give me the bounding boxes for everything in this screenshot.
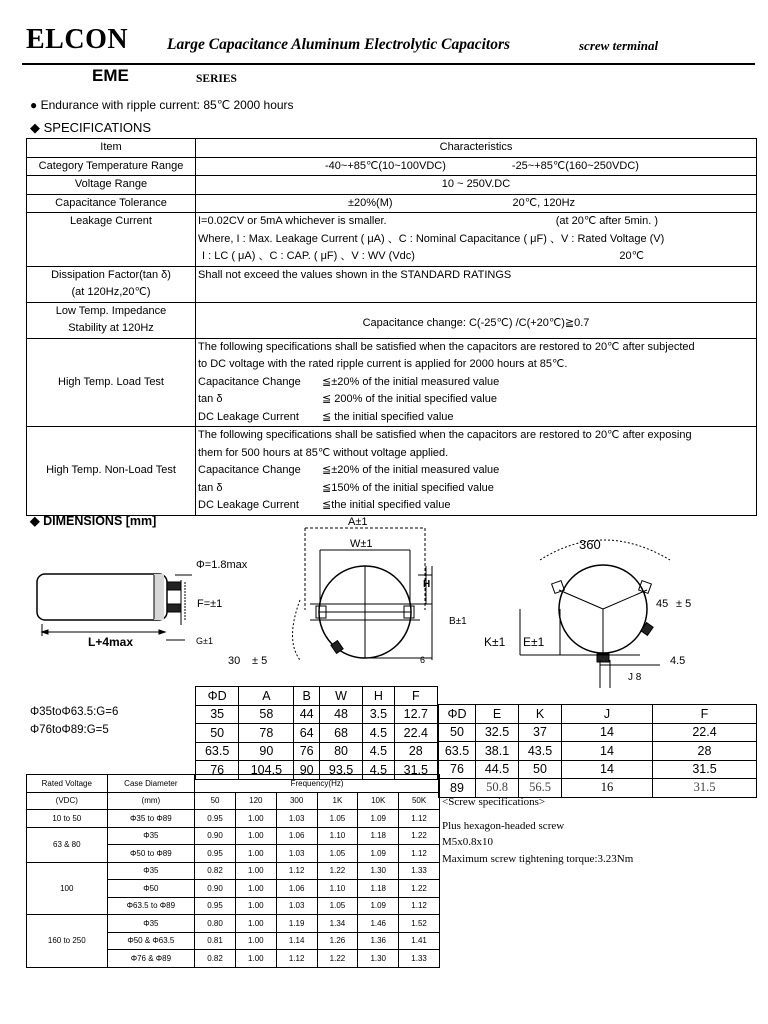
- endurance-note: [30, 98, 294, 112]
- freq-case-cell: Φ35 to Φ89: [107, 810, 195, 828]
- front-view-drawing: [520, 540, 670, 688]
- document-subtitle: screw terminal: [579, 38, 659, 53]
- screw-spec-line-3: Maximum screw tightening torque:3.23Nm: [442, 853, 634, 865]
- freq-head-hz: 10K: [358, 792, 399, 810]
- df-item-line-2: (at 120Hz,20℃): [71, 286, 151, 298]
- six-label: 6: [420, 655, 426, 665]
- dim-left-head-f: F: [394, 687, 437, 706]
- freq-value-cell: 1.09: [358, 810, 399, 828]
- spec-value-tolerance: [196, 194, 757, 213]
- k-tol-label: K±1: [484, 635, 506, 649]
- spec-value-leakage: [196, 213, 757, 267]
- freq-value-cell: 0.80: [195, 915, 236, 933]
- nonload-cap-key: Capacitance Change: [198, 464, 301, 476]
- freq-header-row-1: [27, 775, 440, 793]
- freq-value-cell: 1.30: [358, 862, 399, 880]
- nonload-tan-row: [198, 480, 756, 498]
- leakage-line-2: Where, I : Max. Leakage Current ( μA) 、C : Nominal Capacitance ( μF) 、V : Rated Voltage (V): [198, 232, 665, 245]
- dim-left-cell: 104.5: [239, 761, 294, 780]
- nonload-tan-value: ≦150% of the initial specified value: [322, 481, 494, 494]
- dim-left-cell: 58: [239, 705, 294, 724]
- load-tan-row: [198, 391, 756, 409]
- freq-voltage-cell: 10 to 50: [27, 810, 108, 828]
- dim-right-head-j: J: [562, 705, 653, 724]
- dim-left-head-b: B: [294, 687, 319, 706]
- load-line-1: The following specifications shall be satisfied when the capacitors are restored to 20℃ after subjected: [198, 340, 695, 353]
- freq-value-cell: 1.05: [317, 810, 358, 828]
- freq-head-mm: (mm): [107, 792, 195, 810]
- freq-value-cell: 1.00: [235, 827, 276, 845]
- dim-left-cell: 50: [196, 724, 239, 743]
- dim-left-row: [196, 705, 438, 724]
- load-cap-key: Capacitance Change: [198, 375, 301, 388]
- dim-right-cell: 38.1: [476, 742, 519, 761]
- freq-value-cell: 1.00: [235, 897, 276, 915]
- leakage-line-1: I=0.02CV or 5mA whichever is smaller.: [198, 215, 387, 227]
- freq-value-cell: 1.36: [358, 932, 399, 950]
- freq-value-cell: 1.19: [276, 915, 317, 933]
- e-tol-label: E±1: [523, 635, 545, 649]
- freq-case-cell: Φ35: [107, 915, 195, 933]
- four5-label: 4.5: [670, 655, 686, 667]
- nonload-cap-row: [198, 462, 756, 480]
- dim-left-cell: 12.7: [394, 705, 437, 724]
- w-tol-label: W±1: [350, 538, 373, 550]
- dim-left-cell: 3.5: [363, 705, 394, 724]
- freq-value-cell: 1.00: [235, 950, 276, 968]
- freq-case-cell: Φ50 to Φ89: [107, 845, 195, 863]
- b-tol-label: B±1: [449, 616, 467, 627]
- dim-right-header-row: [439, 705, 757, 724]
- dim-right-cell: 14: [562, 760, 653, 779]
- nonload-tan-key: tan δ: [198, 481, 223, 494]
- brand-logo: ELCON: [26, 24, 129, 55]
- spec-row-leakage: [27, 213, 757, 267]
- freq-value-cell: 1.22: [399, 880, 440, 898]
- freq-head-frequency: Frequency(Hz): [195, 775, 440, 793]
- freq-value-cell: 1.46: [358, 915, 399, 933]
- freq-value-cell: 1.26: [317, 932, 358, 950]
- dim-left-row: [196, 742, 438, 761]
- screw-spec-line-1: Plus hexagon-headed screw: [442, 820, 565, 832]
- dim-left-cell: 28: [394, 742, 437, 761]
- spec-item-temperature: Category Temperature Range: [27, 157, 196, 176]
- nonload-dc-key: DC Leakage Current: [198, 499, 299, 511]
- freq-value-cell: 1.06: [276, 880, 317, 898]
- dim-left-cell: 44: [294, 705, 319, 724]
- freq-value-cell: 1.12: [276, 862, 317, 880]
- diamond-bullet-icon: ◆: [30, 120, 40, 135]
- dim-right-row: [439, 723, 757, 742]
- lt-item-line-2: Stability at 120Hz: [68, 322, 154, 334]
- dim-left-cell: 80: [319, 742, 362, 761]
- df-item-line-1: Dissipation Factor(tan δ): [51, 268, 171, 281]
- leakage-line-3: I : LC ( μA) 、C : CAP. ( μF) 、V : WV (Vdc): [202, 250, 415, 262]
- freq-value-cell: 0.82: [195, 862, 236, 880]
- freq-voltage-cell: 100: [27, 862, 108, 915]
- freq-case-cell: Φ50: [107, 880, 195, 898]
- spec-head-characteristics: Characteristics: [196, 139, 757, 158]
- freq-value-cell: 1.12: [399, 897, 440, 915]
- series-label: SERIES: [196, 73, 237, 85]
- spec-head-item: Item: [27, 139, 196, 158]
- side-view-drawing: [37, 574, 192, 640]
- freq-value-cell: 0.90: [195, 880, 236, 898]
- nonload-dc-value: ≦the initial specified value: [322, 499, 451, 511]
- freq-value-cell: 0.95: [195, 845, 236, 863]
- dim-left-head-h: H: [363, 687, 394, 706]
- dim-left-cell: 76: [196, 761, 239, 780]
- dim-right-cell: 31.5: [653, 760, 757, 779]
- freq-value-cell: 1.22: [317, 950, 358, 968]
- a-tol-label: A±1: [348, 516, 368, 528]
- freq-case-cell: Φ63.5 to Φ89: [107, 897, 195, 915]
- spec-item-load: High Temp. Load Test: [27, 338, 196, 427]
- deg360-label: 360: [579, 537, 601, 552]
- g-note-2: Φ76toΦ89:G=5: [30, 724, 109, 736]
- leakage-line-3b: 20℃: [619, 250, 644, 262]
- dim-right-head-d: ΦD: [439, 705, 476, 724]
- dim-right-cell: 63.5: [439, 742, 476, 761]
- screw-spec-title: <Screw specifications>: [442, 796, 546, 808]
- temp-range-a: -40~+85℃(10~100VDC): [325, 159, 446, 172]
- freq-head-hz: 1K: [317, 792, 358, 810]
- dim-right-cell: 89: [439, 779, 476, 798]
- dim-right-head-k: K: [519, 705, 562, 724]
- freq-head-hz: 300: [276, 792, 317, 810]
- specifications-table: [26, 138, 757, 516]
- load-tan-key: tan δ: [198, 393, 223, 405]
- dim-right-cell: 50.8: [476, 779, 519, 798]
- dim-right-row: [439, 779, 757, 798]
- deg30-pm-label: ± 5: [252, 655, 268, 667]
- dim-left-cell: 4.5: [363, 742, 394, 761]
- freq-case-cell: Φ76 & Φ89: [107, 950, 195, 968]
- freq-case-cell: Φ50 & Φ63.5: [107, 932, 195, 950]
- spec-value-dissipation: Shall not exceed the values shown in the STANDARD RATINGS: [196, 266, 757, 302]
- freq-value-cell: 1.06: [276, 827, 317, 845]
- g-tol-label: G±1: [196, 636, 213, 646]
- freq-row: [27, 915, 440, 933]
- endurance-text: Endurance with ripple current: 85℃ 2000 hours: [40, 98, 294, 112]
- leakage-line-1b: (at 20℃ after 5min. ): [555, 215, 658, 227]
- deg30-label: 30: [228, 655, 241, 667]
- dim-right-cell: 32.5: [476, 723, 519, 742]
- freq-value-cell: 0.95: [195, 810, 236, 828]
- load-cap-row: [198, 374, 756, 392]
- dim-right-cell: 28: [653, 742, 757, 761]
- freq-header-row-2: [27, 792, 440, 810]
- freq-value-cell: 1.18: [358, 880, 399, 898]
- freq-value-cell: 1.03: [276, 810, 317, 828]
- spec-item-tolerance: Capacitance Tolerance: [27, 194, 196, 213]
- document-title: Large Capacitance Aluminum Electrolytic Capacitors: [167, 36, 511, 53]
- freq-value-cell: 0.95: [195, 897, 236, 915]
- h-label: H: [423, 579, 431, 590]
- freq-value-cell: 1.18: [358, 827, 399, 845]
- spec-value-lowtemp: Capacitance change: C(-25℃) /C(+20℃)≧0.7: [196, 302, 757, 338]
- freq-value-cell: 1.03: [276, 897, 317, 915]
- freq-value-cell: 1.05: [317, 845, 358, 863]
- freq-head-hz: 120: [235, 792, 276, 810]
- freq-value-cell: 1.09: [358, 845, 399, 863]
- freq-row: [27, 862, 440, 880]
- dim-left-cell: 4.5: [363, 761, 394, 780]
- dim-left-cell: 4.5: [363, 724, 394, 743]
- dim-left-cell: 31.5: [394, 761, 437, 780]
- load-dc-value: ≦ the initial specified value: [322, 410, 454, 423]
- freq-value-cell: 1.22: [399, 827, 440, 845]
- spec-value-temperature: [196, 157, 757, 176]
- dimension-drawings: [0, 508, 768, 688]
- spec-heading: [30, 120, 151, 136]
- dim-left-head-w: W: [319, 687, 362, 706]
- spec-row-temperature: [27, 157, 757, 176]
- dim-left-head-d: ΦD: [196, 687, 239, 706]
- spec-row-nonload: [27, 427, 757, 516]
- freq-value-cell: 1.00: [235, 915, 276, 933]
- spec-header-row: [27, 139, 757, 158]
- nonload-line-1: The following specifications shall be satisfied when the capacitors are restored to 20℃ after exposing: [198, 429, 692, 441]
- freq-voltage-cell: 63 & 80: [27, 827, 108, 862]
- dim-right-cell: 22.4: [653, 723, 757, 742]
- freq-head-hz: 50: [195, 792, 236, 810]
- dim-left-cell: 48: [319, 705, 362, 724]
- dim-right-cell: 31.5: [653, 779, 757, 798]
- freq-case-cell: Φ35: [107, 827, 195, 845]
- freq-value-cell: 1.22: [317, 862, 358, 880]
- load-dc-row: [198, 409, 756, 427]
- dim-right-cell: 44.5: [476, 760, 519, 779]
- freq-value-cell: 1.12: [399, 810, 440, 828]
- g-note-1: Φ35toΦ63.5:G=6: [30, 706, 119, 718]
- freq-value-cell: 1.10: [317, 827, 358, 845]
- freq-voltage-cell: 160 to 250: [27, 915, 108, 968]
- spec-row-dissipation: [27, 266, 757, 302]
- freq-value-cell: 1.41: [399, 932, 440, 950]
- dim-right-cell: 14: [562, 723, 653, 742]
- freq-value-cell: 1.03: [276, 845, 317, 863]
- dim-left-row: [196, 724, 438, 743]
- spec-value-voltage: 10 ~ 250V.DC: [196, 176, 757, 195]
- lt-item-line-1: Low Temp. Impedance: [55, 304, 167, 317]
- spec-row-tolerance: [27, 194, 757, 213]
- spec-item-leakage: Leakage Current: [27, 213, 196, 267]
- spec-row-voltage: [27, 176, 757, 195]
- dimension-table-left: [195, 686, 438, 780]
- dimension-table-right: [438, 704, 757, 798]
- freq-case-cell: Φ35: [107, 862, 195, 880]
- bullet-icon: ●: [30, 98, 38, 112]
- freq-value-cell: 1.05: [317, 897, 358, 915]
- freq-value-cell: 1.12: [399, 845, 440, 863]
- f-tol-label: F=±1: [197, 598, 223, 610]
- freq-value-cell: 1.14: [276, 932, 317, 950]
- freq-value-cell: 1.00: [235, 810, 276, 828]
- dim-right-cell: 43.5: [519, 742, 562, 761]
- dim-right-head-e: E: [476, 705, 519, 724]
- spec-value-load: [196, 338, 757, 427]
- freq-value-cell: 1.00: [235, 845, 276, 863]
- dim-left-cell: 64: [294, 724, 319, 743]
- dim-left-cell: 90: [239, 742, 294, 761]
- temp-range-b: -25~+85℃(160~250VDC): [511, 159, 639, 172]
- dim-left-head-a: A: [239, 687, 294, 706]
- spec-item-voltage: Voltage Range: [27, 176, 196, 195]
- freq-value-cell: 1.10: [317, 880, 358, 898]
- freq-head-case: Case Diameter: [107, 775, 195, 793]
- dim-left-cell: 35: [196, 705, 239, 724]
- freq-value-cell: 1.33: [399, 950, 440, 968]
- spec-item-nonload: High Temp. Non-Load Test: [27, 427, 196, 516]
- tolerance-condition: 20℃, 120Hz: [512, 196, 576, 209]
- dim-left-cell: 22.4: [394, 724, 437, 743]
- dim-left-cell: 93.5: [319, 761, 362, 780]
- dim-right-head-f: F: [653, 705, 757, 724]
- phi-max-label: Φ=1.8max: [196, 559, 248, 571]
- dim-right-row: [439, 760, 757, 779]
- dimensions-heading-text: DIMENSIONS [mm]: [43, 514, 157, 528]
- dim-left-cell: 76: [294, 742, 319, 761]
- load-tan-value: ≦ 200% of the initial specified value: [322, 393, 497, 405]
- freq-value-cell: 0.82: [195, 950, 236, 968]
- nonload-line-2: them for 500 hours at 85℃ without voltage applied.: [198, 446, 449, 459]
- load-dc-key: DC Leakage Current: [198, 410, 299, 423]
- dim-left-cell: 63.5: [196, 742, 239, 761]
- spec-row-load: [27, 338, 757, 427]
- nonload-cap-value: ≦±20% of the initial measured value: [322, 464, 500, 476]
- freq-value-cell: 1.33: [399, 862, 440, 880]
- screw-spec-line-2: M5x0.8x10: [442, 836, 494, 848]
- load-cap-value: ≦±20% of the initial measured value: [322, 375, 500, 388]
- freq-row: [27, 827, 440, 845]
- dim-left-cell: 90: [294, 761, 319, 780]
- l-max-label: L+4max: [88, 635, 134, 649]
- freq-head-hz: 50K: [399, 792, 440, 810]
- freq-value-cell: 0.90: [195, 827, 236, 845]
- deg45-label: 45: [656, 598, 669, 610]
- dim-left-cell: 68: [319, 724, 362, 743]
- dim-right-row: [439, 742, 757, 761]
- dim-right-cell: 76: [439, 760, 476, 779]
- freq-value-cell: 1.12: [276, 950, 317, 968]
- diamond-bullet-icon: ◆: [30, 514, 40, 528]
- freq-head-rated: Rated Voltage: [27, 775, 108, 793]
- freq-head-vdc: (VDC): [27, 792, 108, 810]
- series-name: EME: [92, 66, 129, 85]
- frequency-coefficient-table: [26, 774, 440, 968]
- freq-value-cell: 1.34: [317, 915, 358, 933]
- dim-right-cell: 16: [562, 779, 653, 798]
- dim-right-cell: 37: [519, 723, 562, 742]
- dim-left-cell: 78: [239, 724, 294, 743]
- freq-value-cell: 0.81: [195, 932, 236, 950]
- load-line-2: to DC voltage with the rated ripple current is applied for 2000 hours at 85℃.: [198, 358, 568, 370]
- freq-value-cell: 1.00: [235, 862, 276, 880]
- spec-row-lowtemp: [27, 302, 757, 338]
- dim-right-cell: 50: [519, 760, 562, 779]
- spec-item-dissipation: [27, 266, 196, 302]
- deg45-pm-label: ± 5: [676, 598, 692, 610]
- j8-label: J 8: [628, 672, 642, 683]
- freq-row: [27, 810, 440, 828]
- tolerance-value: ±20%(M): [348, 196, 393, 209]
- spec-value-nonload: [196, 427, 757, 516]
- freq-value-cell: 1.09: [358, 897, 399, 915]
- spec-heading-text: SPECIFICATIONS: [43, 120, 152, 135]
- freq-value-cell: 1.30: [358, 950, 399, 968]
- dim-right-cell: 14: [562, 742, 653, 761]
- dim-left-header-row: [196, 687, 438, 706]
- dim-right-cell: 50: [439, 723, 476, 742]
- freq-value-cell: 1.52: [399, 915, 440, 933]
- freq-value-cell: 1.00: [235, 880, 276, 898]
- freq-value-cell: 1.00: [235, 932, 276, 950]
- header-rule: [22, 63, 755, 65]
- dim-right-cell: 56.5: [519, 779, 562, 798]
- spec-item-lowtemp: [27, 302, 196, 338]
